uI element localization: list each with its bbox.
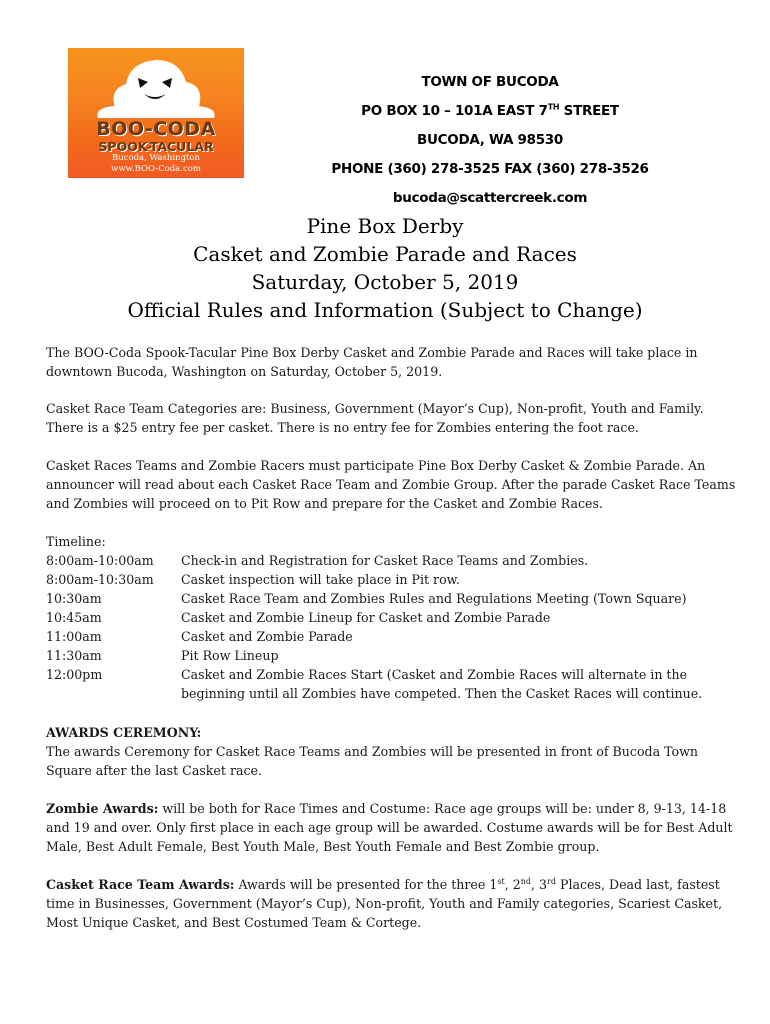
zombie-awards-paragraph	[46, 799, 736, 856]
heading-line-2: Casket and Zombie Parade and Races	[193, 242, 577, 266]
timeline-row	[46, 570, 736, 589]
timeline-row	[46, 646, 736, 665]
timeline-row	[46, 589, 736, 608]
timeline-desc: Casket and Zombie Races Start (Casket and Zombie Races will alternate in the beginning until all Zombies have competed. Then the Casket Races will continue.	[181, 667, 703, 701]
awards-section	[46, 723, 736, 780]
town-name: TOWN OF BUCODA	[421, 74, 559, 90]
timeline-time: 11:00am	[46, 629, 102, 644]
zombie-awards-text: will be both for Race Times and Costume: Race age groups will be: under 8, 9-13, 14-18 and 19 and over. Only first place in each age group will be awarded. Costume awards will be for Best Adult Male, Best Adult Female, Best Youth Male, Best Youth Female and Best Zombie group.	[46, 801, 733, 854]
casket-awards-label: Casket Race Team Awards:	[46, 877, 235, 892]
timeline-row	[46, 665, 736, 703]
logo-location: Bucoda, Washington	[111, 153, 201, 163]
heading-line-4: Official Rules and Information (Subject to Change)	[127, 298, 643, 322]
parade-paragraph: Casket Races Teams and Zombie Racers must participate Pine Box Derby Casket & Zombie Parade. An announcer will read about each Casket Race Team and Zombie Group. After the parade Casket Race Teams and Zombies will proceed on to Pit Row and prepare for the Casket and Zombie Races.	[46, 458, 736, 511]
town-header	[300, 68, 680, 213]
timeline-desc: Casket Race Team and Zombies Rules and Regulations Meeting (Town Square)	[181, 591, 687, 606]
timeline-time: 12:00pm	[46, 667, 103, 682]
timeline	[46, 532, 736, 703]
timeline-desc: Casket inspection will take place in Pit row.	[181, 572, 460, 587]
town-city: BUCODA, WA 98530	[417, 132, 563, 148]
timeline-time: 10:45am	[46, 610, 102, 625]
logo-website: www.BOO-Coda.com	[111, 164, 201, 174]
timeline-time: 8:00am-10:30am	[46, 572, 154, 587]
heading-line-3: Saturday, October 5, 2019	[251, 270, 519, 294]
intro-paragraph: The BOO-Coda Spook-Tacular Pine Box Derby Casket and Zombie Parade and Races will take place in downtown Bucoda, Washington on Saturday, October 5, 2019.	[46, 345, 698, 379]
town-address: PO BOX 10 – 101A EAST 7TH STREET	[361, 102, 619, 119]
zombie-awards-label: Zombie Awards:	[46, 801, 159, 816]
town-email: bucoda@scattercreek.com	[392, 190, 588, 206]
town-phone: PHONE (360) 278-3525 FAX (360) 278-3526	[331, 161, 649, 177]
timeline-row	[46, 627, 736, 646]
document-heading	[0, 212, 770, 324]
logo-title: BOO-CODA	[96, 118, 216, 140]
timeline-desc: Casket and Zombie Lineup for Casket and Zombie Parade	[181, 610, 551, 625]
heading-line-1: Pine Box Derby	[306, 214, 464, 238]
timeline-desc: Check-in and Registration for Casket Race Teams and Zombies.	[181, 553, 589, 568]
timeline-row	[46, 608, 736, 627]
categories-paragraph: Casket Race Team Categories are: Business, Government (Mayor’s Cup), Non-profit, Youth and Family. There is a $25 entry fee per casket. There is no entry fee for Zombies entering the foot race.	[46, 401, 704, 435]
timeline-time: 8:00am-10:00am	[46, 553, 154, 568]
casket-awards-paragraph: Casket Race Team Awards: Awards will be presented for the three 1st, 2nd, 3rd Places, Dead last, fastest time in Businesses, Government (Mayor’s Cup), Non-profit, Youth and Family categories, Scariest Casket, Most Unique Casket, and Best Costumed Team & Cortege.	[46, 876, 723, 930]
awards-text: The awards Ceremony for Casket Race Teams and Zombies will be presented in front of Bucoda Town Square after the last Casket race.	[46, 744, 699, 778]
timeline-label: Timeline:	[46, 534, 106, 549]
boo-coda-logo	[68, 48, 244, 178]
timeline-desc: Pit Row Lineup	[181, 648, 279, 663]
timeline-time: 10:30am	[46, 591, 102, 606]
timeline-row	[46, 551, 736, 570]
awards-heading: AWARDS CEREMONY:	[46, 725, 202, 740]
logo-subtitle: SPOOK-TACULAR	[98, 139, 214, 154]
timeline-desc: Casket and Zombie Parade	[181, 629, 353, 644]
timeline-time: 11:30am	[46, 648, 102, 663]
